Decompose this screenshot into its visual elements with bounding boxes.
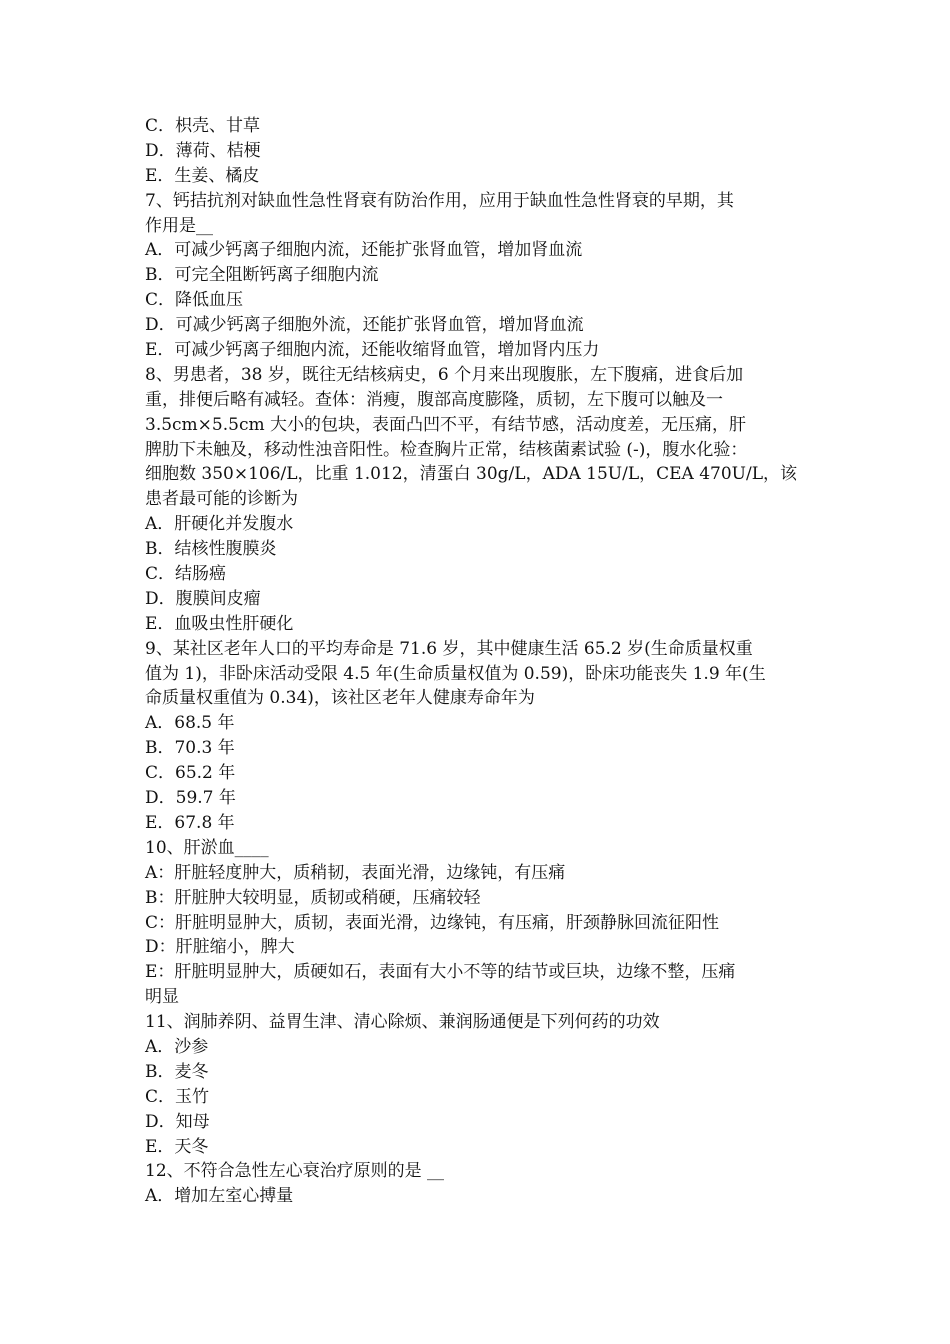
question-stem-line: 命质量权重值为 0.34)，该社区老年人健康寿命年为: [145, 688, 535, 709]
option-c: C．降低血压: [145, 290, 244, 311]
option-d: D．59.7 年: [145, 788, 236, 809]
question-10: [145, 836, 810, 1010]
question-stem-line: 3.5cm×5.5cm 大小的包块，表面凸凹不平，有结节感，活动度差，无压痛，肝: [145, 414, 747, 435]
option-e-continued: 明显: [145, 987, 179, 1008]
question-stem-line: 脾肋下未触及，移动性浊音阳性。检查胸片正常，结核菌素试验 (-)，腹水化验：: [145, 439, 748, 460]
option-d: D．腹膜间皮瘤: [145, 588, 261, 609]
option-e: E．血吸虫性肝硬化: [145, 613, 294, 634]
question-stem-line: 7、钙拮抗剂对缺血性急性肾衰有防治作用，应用于缺血性急性肾衰的早期，其: [145, 190, 734, 211]
option-b: B．70.3 年: [145, 738, 235, 759]
option-c: C．枳壳、甘草: [145, 116, 261, 136]
option-a: A．增加左室心搏量: [145, 1186, 294, 1207]
option-e: E．生姜、橘皮: [145, 165, 260, 186]
option-c: C．玉竹: [145, 1086, 210, 1107]
question-stem-line: 10、肝淤血____: [145, 837, 269, 858]
option-c: C．结肠癌: [145, 564, 227, 585]
option-b: B．麦冬: [145, 1061, 209, 1082]
option-a: A．可减少钙离子细胞内流，还能扩张肾血管，增加肾血流: [145, 240, 583, 261]
option-a: A．68.5 年: [145, 713, 235, 734]
option-d: D．薄荷、桔梗: [145, 140, 261, 161]
option-d: D．可减少钙离子细胞外流，还能扩张肾血管，增加肾血流: [145, 315, 584, 336]
question-9: [145, 637, 810, 836]
option-e: E．可减少钙离子细胞内流，还能收缩肾血管，增加肾内压力: [145, 340, 600, 361]
option-a: A：肝脏轻度肿大，质稍韧，表面光滑，边缘钝，有压痛: [145, 862, 566, 883]
option-e: E．天冬: [145, 1136, 209, 1157]
question-stem-line: 细胞数 350×106/L，比重 1.012，清蛋白 30g/L，ADA 15U/L，CEA 470U/L，该: [145, 464, 798, 485]
question-stem-line: 值为 1)，非卧床活动受限 4.5 年(生命质量权值为 0.59)，卧床功能丧失 1.9 年(生: [145, 663, 766, 684]
option-c: C．65.2 年: [145, 763, 236, 784]
option-d: D：肝脏缩小，脾大: [145, 937, 295, 958]
question-12: [145, 1159, 810, 1209]
question-8: [145, 363, 810, 637]
question-stem-line: 11、润肺养阴、益胃生津、清心除烦、兼润肠通便是下列何药的功效: [145, 1012, 660, 1033]
option-b: B．可完全阻断钙离子细胞内流: [145, 265, 379, 286]
option-e: E．67.8 年: [145, 812, 235, 833]
option-d: D．知母: [145, 1111, 210, 1132]
option-a: A．沙参: [145, 1036, 209, 1057]
question-stem-line: 8、男患者，38 岁，既往无结核病史，6 个月来出现腹胀，左下腹痛，进食后加: [145, 364, 744, 385]
question-11: [145, 1010, 810, 1159]
question-stem-line: 重，排便后略有减轻。查体：消瘦，腹部高度膨隆，质韧，左下腹可以触及一: [145, 389, 723, 410]
option-b: B：肝脏肿大较明显，质韧或稍硬，压痛较轻: [145, 887, 481, 908]
question-stem-line: 12、不符合急性左心衰治疗原则的是 __: [145, 1161, 445, 1182]
question-stem-line: 患者最可能的诊断为: [145, 489, 298, 510]
option-a: A．肝硬化并发腹水: [145, 514, 294, 535]
question-stem-line: 作用是__: [145, 215, 213, 236]
option-c: C：肝脏明显肿大，质韧，表面光滑，边缘钝，有压痛，肝颈静脉回流征阳性: [145, 912, 720, 933]
question-6-options: [145, 114, 810, 189]
option-b: B．结核性腹膜炎: [145, 539, 277, 560]
document-body: [145, 114, 810, 1209]
question-stem-line: 9、某社区老年人口的平均寿命是 71.6 岁，其中健康生活 65.2 岁(生命质量权重: [145, 638, 753, 659]
option-e: E：肝脏明显肿大，质硬如石，表面有大小不等的结节或巨块，边缘不整，压痛: [145, 962, 736, 983]
question-7: [145, 189, 810, 363]
